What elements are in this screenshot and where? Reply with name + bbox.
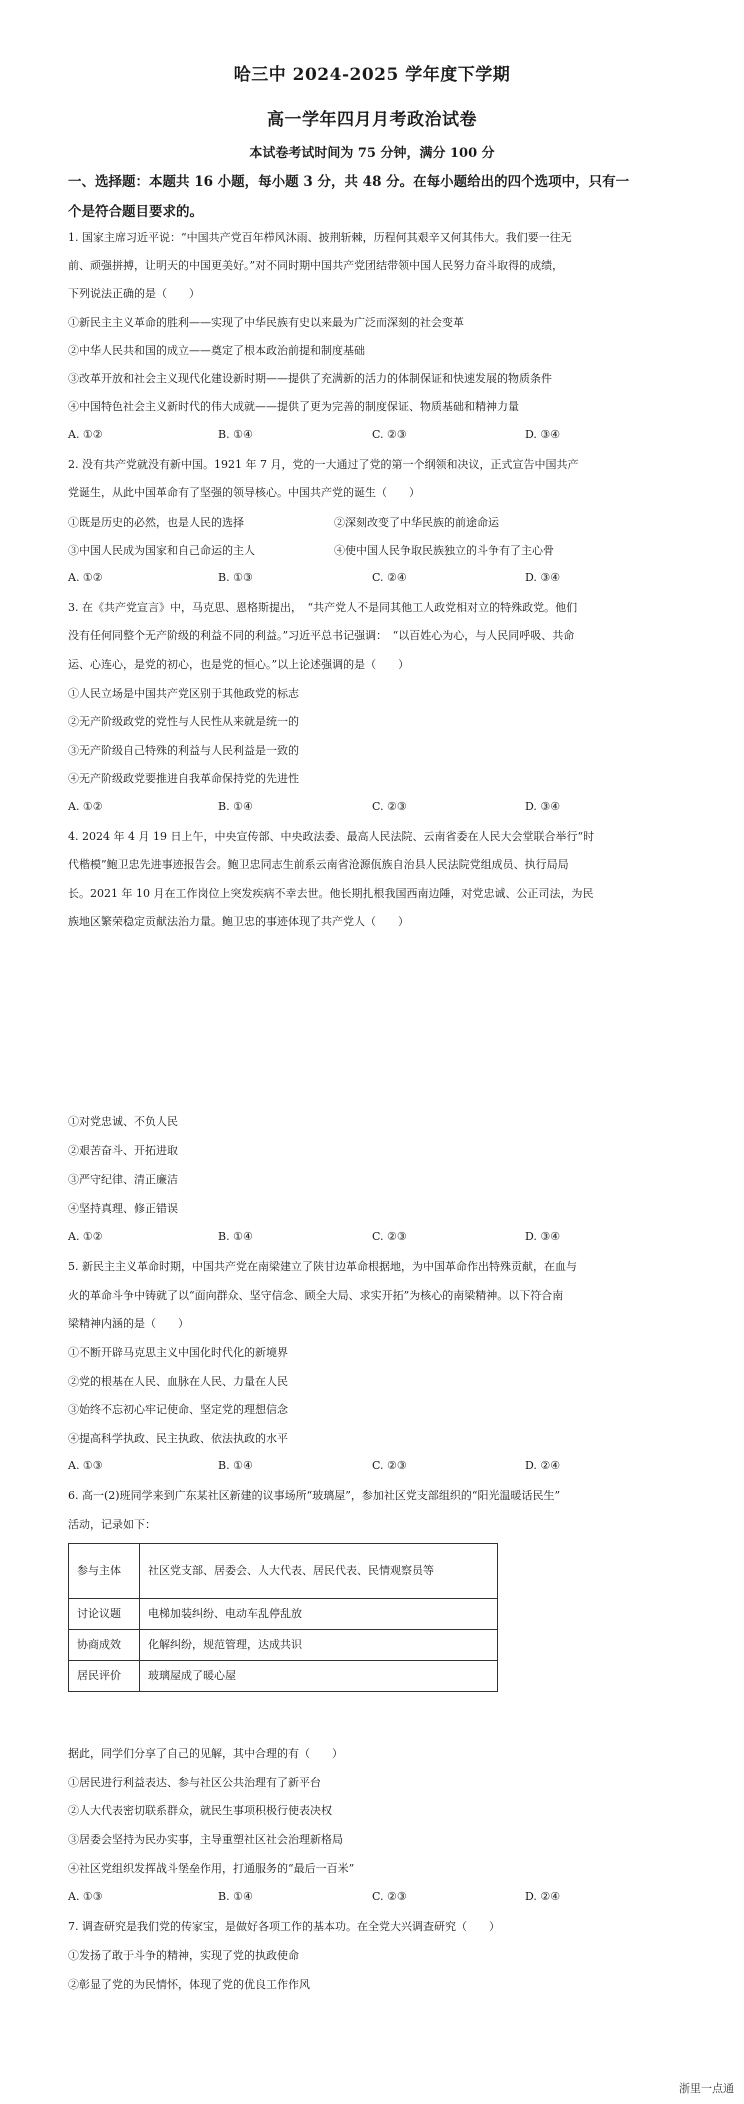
q1-option-b: B. ①④ bbox=[218, 428, 253, 441]
q6-item: ④社区党组织发挥战斗堡垒作用，打通服务的“最后一百米” bbox=[68, 1862, 355, 1875]
q4-stem-line: 长。2021 年 10 月在工作岗位上突发疾病不幸去世。他长期扎根我国西南边陲，对党忠诚、公正司法，为民 bbox=[68, 887, 594, 900]
q1-option-c: C. ②③ bbox=[372, 428, 407, 441]
q5-item: ②党的根基在人民、血脉在人民、力量在人民 bbox=[68, 1375, 288, 1388]
q4-stem-line: 族地区繁荣稳定贡献法治力量。鲍卫忠的事迹体现了共产党人（ ） bbox=[68, 915, 409, 928]
table-value: 电梯加装纠纷、电动车乱停乱放 bbox=[140, 1599, 498, 1630]
q3-item: ④无产阶级政党要推进自我革命保持党的先进性 bbox=[68, 772, 299, 785]
q4-options bbox=[68, 1230, 680, 1246]
q6-option-b: B. ①④ bbox=[218, 1890, 253, 1903]
q2-options bbox=[68, 571, 680, 587]
q3-stem-line: 运、心连心，是党的初心，也是党的恒心。”以上论述强调的是（ ） bbox=[68, 658, 410, 671]
q3-item: ②无产阶级政党的党性与人民性从来就是统一的 bbox=[68, 715, 299, 728]
q6-item: ①居民进行利益表达、参与社区公共治理有了新平台 bbox=[68, 1776, 321, 1789]
q6-item: ②人大代表密切联系群众，就民生事项积极行使表决权 bbox=[68, 1804, 332, 1817]
table-row bbox=[69, 1599, 498, 1630]
exam-title-school: 哈三中 2024-2025 学年度下学期 bbox=[233, 65, 511, 85]
table-row bbox=[69, 1630, 498, 1661]
table-key: 讨论议题 bbox=[69, 1599, 140, 1630]
footer-watermark: 浙里一点通 bbox=[679, 2082, 734, 2095]
q2-stem-line: 2. 没有共产党就没有新中国。1921 年 7 月，党的一大通过了党的第一个纲领和决议，正式宣告中国共产 bbox=[68, 458, 579, 471]
q5-stem-line: 火的革命斗争中铸就了以“面向群众、坚守信念、顾全大局、求实开拓”为核心的南梁精神。以下符合南 bbox=[68, 1289, 564, 1302]
q2-item: ②深刻改变了中华民族的前途命运 bbox=[334, 516, 499, 529]
q1-options bbox=[68, 428, 680, 444]
q4-item: ③严守纪律、清正廉洁 bbox=[68, 1173, 178, 1186]
q4-item: ②艰苦奋斗、开拓进取 bbox=[68, 1144, 178, 1157]
q1-item: ②中华人民共和国的成立——奠定了根本政治前提和制度基础 bbox=[68, 344, 365, 357]
q2-item: ③中国人民成为国家和自己命运的主人 bbox=[68, 544, 255, 557]
q1-option-a: A. ①② bbox=[68, 428, 103, 441]
q5-item: ①不断开辟马克思主义中国化时代化的新境界 bbox=[68, 1346, 288, 1359]
q5-item: ③始终不忘初心牢记使命、坚定党的理想信念 bbox=[68, 1403, 288, 1416]
exam-duration-note: 本试卷考试时间为 75 分钟，满分 100 分 bbox=[249, 146, 495, 161]
q5-option-c: C. ②③ bbox=[372, 1459, 407, 1472]
q2-stem-line: 党诞生，从此中国革命有了坚强的领导核心。中国共产党的诞生（ ） bbox=[68, 486, 420, 499]
table-row bbox=[69, 1544, 498, 1599]
q4-stem-line: 4. 2024 年 4 月 19 日上午，中央宣传部、中央政法委、最高人民法院、云南省委在人民大会堂联合举行“时 bbox=[68, 830, 595, 843]
q3-options bbox=[68, 800, 680, 816]
table-row bbox=[69, 1661, 498, 1692]
q5-option-d: D. ②④ bbox=[525, 1459, 561, 1472]
q7-item: ②彰显了党的为民情怀，体现了党的优良工作作风 bbox=[68, 1978, 310, 1991]
q2-option-b: B. ①③ bbox=[218, 571, 253, 584]
q2-item: ①既是历史的必然，也是人民的选择 bbox=[68, 516, 244, 529]
q6-options bbox=[68, 1890, 680, 1906]
q4-option-a: A. ①② bbox=[68, 1230, 103, 1243]
q4-option-c: C. ②③ bbox=[372, 1230, 407, 1243]
q6-stem-line: 活动，记录如下： bbox=[68, 1518, 156, 1531]
q2-option-d: D. ③④ bbox=[525, 571, 561, 584]
q4-item: ④坚持真理、修正错误 bbox=[68, 1202, 178, 1215]
q6-item: ③居委会坚持为民办实事，主导重塑社区社会治理新格局 bbox=[68, 1833, 343, 1846]
q3-option-c: C. ②③ bbox=[372, 800, 407, 813]
q1-option-d: D. ③④ bbox=[525, 428, 561, 441]
q2-item: ④使中国人民争取民族独立的斗争有了主心骨 bbox=[334, 544, 554, 557]
q5-options bbox=[68, 1459, 680, 1475]
section-heading-line2: 个是符合题目要求的。 bbox=[68, 204, 203, 220]
q6-option-a: A. ①③ bbox=[68, 1890, 103, 1903]
q5-item: ④提高科学执政、民主执政、依法执政的水平 bbox=[68, 1432, 288, 1445]
q4-stem-line: 代楷模”鲍卫忠先进事迹报告会。鲍卫忠同志生前系云南省沧源佤族自治县人民法院党组成员、执行局局 bbox=[68, 858, 569, 871]
q1-stem-line: 前、顽强拼搏，让明天的中国更美好。”对不同时期中国共产党团结带领中国人民努力奋斗取得的成绩， bbox=[68, 259, 564, 272]
table-key: 协商成效 bbox=[69, 1630, 140, 1661]
q1-item: ④中国特色社会主义新时代的伟大成就——提供了更为完善的制度保证、物质基础和精神力量 bbox=[68, 400, 519, 413]
section-heading-line1: 一、选择题：本题共 16 小题，每小题 3 分，共 48 分。在每小题给出的四个选项中，只有一 bbox=[68, 174, 630, 190]
q1-stem-line: 1. 国家主席习近平说：“中国共产党百年栉风沐雨、披荆斩棘，历程何其艰辛又何其伟大。我们要一往无 bbox=[68, 231, 572, 244]
q6-option-d: D. ②④ bbox=[525, 1890, 561, 1903]
table-value: 化解纠纷，规范管理，达成共识 bbox=[140, 1630, 498, 1661]
q5-stem-line: 梁精神内涵的是（ ） bbox=[68, 1317, 189, 1330]
q5-option-b: B. ①④ bbox=[218, 1459, 253, 1472]
q6-record-table bbox=[68, 1543, 498, 1692]
q3-item: ①人民立场是中国共产党区别于其他政党的标志 bbox=[68, 687, 299, 700]
table-key: 居民评价 bbox=[69, 1661, 140, 1692]
table-key: 参与主体 bbox=[69, 1544, 140, 1599]
q5-stem-line: 5. 新民主主义革命时期，中国共产党在南梁建立了陕甘边革命根据地，为中国革命作出特殊贡献，在血与 bbox=[68, 1260, 577, 1273]
q5-option-a: A. ①③ bbox=[68, 1459, 103, 1472]
q7-item: ①发扬了敢于斗争的精神，实现了党的执政使命 bbox=[68, 1949, 299, 1962]
q3-option-a: A. ①② bbox=[68, 800, 103, 813]
q3-option-d: D. ③④ bbox=[525, 800, 561, 813]
q3-stem-line: 没有任何同整个无产阶级的利益不同的利益。”习近平总书记强调： “以百姓心为心，与人民同呼吸、共命 bbox=[68, 629, 575, 642]
q7-stem-line: 7. 调查研究是我们党的传家宝，是做好各项工作的基本功。在全党大兴调查研究（ ） bbox=[68, 1920, 500, 1933]
q2-items-row bbox=[68, 514, 680, 530]
q1-item: ③改革开放和社会主义现代化建设新时期——提供了充满新的活力的体制保证和快速发展的物质条件 bbox=[68, 372, 552, 385]
q6-question: 据此，同学们分享了自己的见解，其中合理的有（ ） bbox=[68, 1747, 343, 1760]
q2-items-row bbox=[68, 542, 680, 558]
q4-option-d: D. ③④ bbox=[525, 1230, 561, 1243]
table-value: 社区党支部、居委会、人大代表、居民代表、民情观察员等 bbox=[140, 1544, 498, 1599]
q6-stem-line: 6. 高一(2)班同学来到广东某社区新建的议事场所“玻璃屋”，参加社区党支部组织的“阳光温暖话民生” bbox=[68, 1489, 561, 1502]
q4-option-b: B. ①④ bbox=[218, 1230, 253, 1243]
q1-item: ①新民主主义革命的胜利——实现了中华民族有史以来最为广泛而深刻的社会变革 bbox=[68, 316, 464, 329]
q3-option-b: B. ①④ bbox=[218, 800, 253, 813]
q2-option-c: C. ②④ bbox=[372, 571, 407, 584]
q4-item: ①对党忠诚、不负人民 bbox=[68, 1115, 178, 1128]
q1-stem-line: 下列说法正确的是（ ） bbox=[68, 287, 200, 300]
exam-title-subject: 高一学年四月月考政治试卷 bbox=[267, 110, 477, 130]
q2-option-a: A. ①② bbox=[68, 571, 103, 584]
q3-item: ③无产阶级自己特殊的利益与人民利益是一致的 bbox=[68, 744, 299, 757]
table-value: 玻璃屋成了暖心屋 bbox=[140, 1661, 498, 1692]
q6-option-c: C. ②③ bbox=[372, 1890, 407, 1903]
q3-stem-line: 3. 在《共产党宣言》中，马克思、恩格斯提出， “共产党人不是同其他工人政党相对立的特殊政党。他们 bbox=[68, 601, 578, 614]
